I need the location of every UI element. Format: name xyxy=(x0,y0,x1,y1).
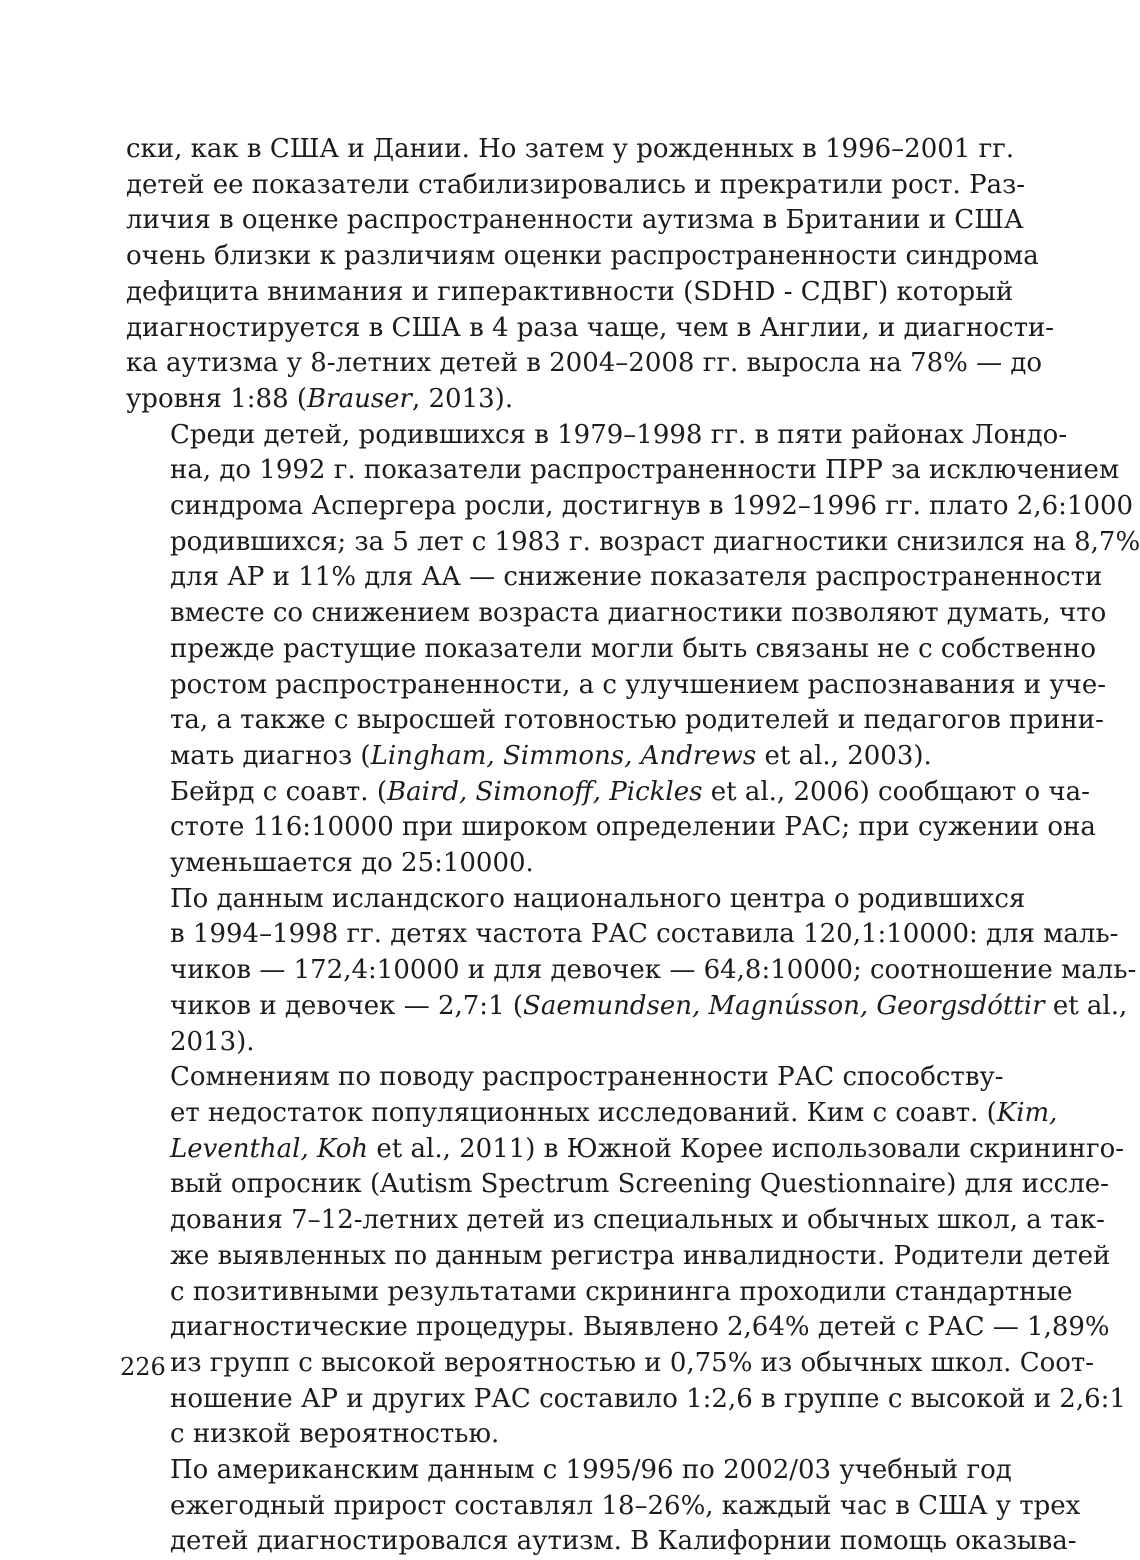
text-line: детей диагностировался аутизм. В Калифорнии помощь оказыва- xyxy=(170,1526,1077,1557)
text-line: По данным исландского национального центра о родившихся xyxy=(170,883,1026,914)
text-line: для АР и 11% для АА — снижение показателя распространенности xyxy=(170,562,1103,593)
text-line: очень близки к различиям оценки распространенности синдрома xyxy=(126,241,1039,272)
text-line: ски, как в США и Дании. Но затем у рожденных в 1996–2001 гг. xyxy=(126,134,1015,164)
text-line: в 1994–1998 гг. детях частота РАС составила 120,1:10000: для маль- xyxy=(170,919,1119,950)
page-body xyxy=(126,132,1140,1560)
text-line: та, а также с выросшей готовностью родителей и педагогов прини- xyxy=(170,705,1104,736)
text-line: с низкой вероятностью. xyxy=(170,1419,500,1450)
text-line: уровня 1:88 (Brauser, 2013). xyxy=(126,383,514,414)
text-line: вый опросник (Autism Spectrum Screening Questionnaire) для иссле- xyxy=(170,1169,1109,1200)
text-line: родившихся; за 5 лет с 1983 г. возраст диагностики снизился на 8,7% xyxy=(170,526,1140,557)
text-line: ежегодный прирост составлял 18–26%, каждый час в США у трех xyxy=(170,1490,1081,1521)
paragraph xyxy=(126,418,1140,775)
text-line: синдрома Аспергера росли, достигнув в 1992–1996 гг. плато 2,6:1000 xyxy=(170,491,1134,522)
text-line: личия в оценке распространенности аутизма в Британии и США xyxy=(126,205,1024,236)
text-line: Сомнениям по поводу распространенности РАС способству- xyxy=(170,1062,1004,1093)
paragraph xyxy=(126,1453,1081,1560)
text-line: с позитивными результатами скрининга проходили стандартные xyxy=(170,1276,1073,1307)
text-line: стоте 116:10000 при широком определении РАС; при сужении она xyxy=(170,812,1096,843)
text-line: мать диагноз (Lingham, Simmons, Andrews et al., 2003). xyxy=(170,740,932,771)
text-line: ка аутизма у 8-летних детей в 2004–2008 гг. выросла на 78% — до xyxy=(126,348,1043,379)
text-line: вместе со снижением возраста диагностики позволяют думать, что xyxy=(170,598,1107,629)
paragraph xyxy=(126,775,1096,882)
text-line: ношение АР и других РАС составило 1:2,6 в группе с высокой и 2,6:1 xyxy=(170,1383,1126,1414)
text-line: чиков — 172,4:10000 и для девочек — 64,8:10000; соотношение маль- xyxy=(170,955,1137,986)
text-line: Среди детей, родившихся в 1979–1998 гг. в пяти районах Лондо- xyxy=(170,419,1068,450)
text-line: уменьшается до 25:10000. xyxy=(170,848,534,879)
text-line: Бейрд с соавт. (Baird, Simonoff, Pickles et al., 2006) сообщают о ча- xyxy=(170,776,1090,807)
text-line: же выявленных по данным регистра инвалидности. Родители детей xyxy=(170,1240,1111,1271)
text-line: чиков и девочек — 2,7:1 (Saemundsen, Magnússon, Georgsdóttir et al., xyxy=(170,990,1128,1021)
text-line: прежде растущие показатели могли быть связаны не с собственно xyxy=(170,633,1097,664)
text-line: ростом распространенности, а с улучшением распознавания и уче- xyxy=(170,669,1107,700)
text-line: детей ее показатели стабилизировались и прекратили рост. Раз- xyxy=(126,169,1026,200)
paragraph xyxy=(126,1060,1126,1453)
body-text xyxy=(126,132,1140,1560)
text-line: диагностируется в США в 4 раза чаще, чем в Англии, и диагности- xyxy=(126,312,1055,343)
text-line: 2013). xyxy=(170,1026,255,1057)
text-line: Leventhal, Koh et al., 2011) в Южной Корее использовали скрининго- xyxy=(170,1133,1125,1164)
text-line: дования 7–12-летних детей из специальных и обычных школ, а так- xyxy=(170,1205,1105,1236)
text-line: ет недостаток популяционных исследований. Ким с соавт. (Kim, xyxy=(170,1097,1058,1128)
text-line: на, до 1992 г. показатели распространенности ПРР за исключением xyxy=(170,455,1120,486)
paragraph xyxy=(126,132,1055,418)
text-line: диагностические процедуры. Выявлено 2,64% детей с РАС — 1,89% xyxy=(170,1312,1110,1343)
paragraph xyxy=(126,882,1137,1061)
text-line: По американским данным с 1995/96 по 2002/03 учебный год xyxy=(170,1455,1012,1486)
text-line: дефицита внимания и гиперактивности (SDHD - СДВГ) который xyxy=(126,276,1014,307)
text-line: из групп с высокой вероятностью и 0,75% из обычных школ. Соот- xyxy=(170,1347,1095,1378)
page-number: 226 xyxy=(120,1353,166,1381)
